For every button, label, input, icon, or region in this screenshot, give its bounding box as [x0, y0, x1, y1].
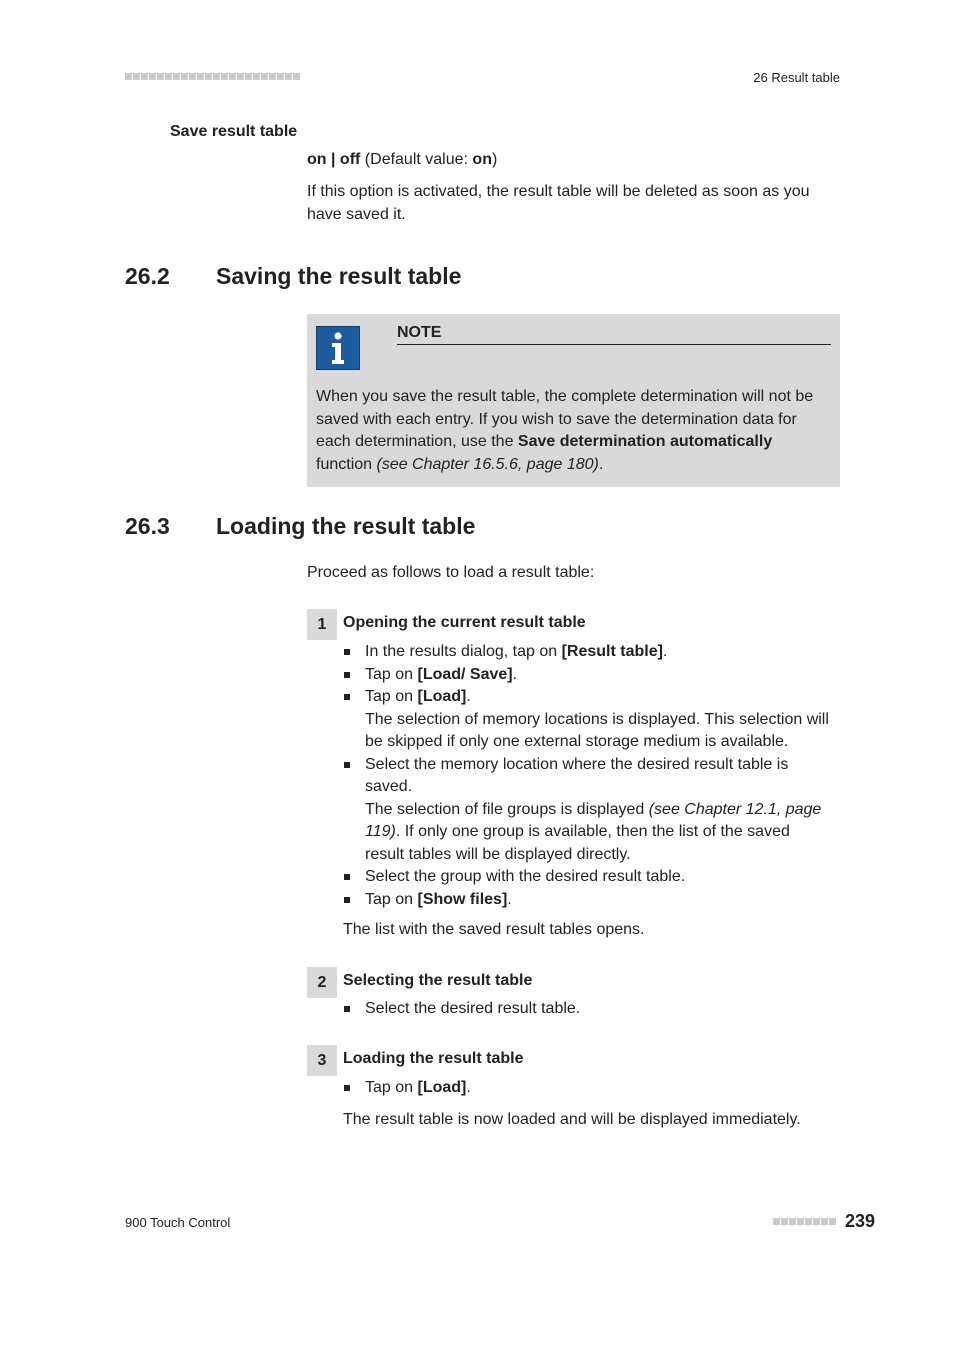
step-result: The result table is now loaded and will be displayed immediately. — [343, 1111, 801, 1128]
list-item — [343, 889, 843, 912]
list-item: Select the group with the desired result table. — [343, 866, 843, 889]
text-segment: The selection of file groups is displayed — [365, 800, 649, 818]
text-segment: In the results dialog, tap on — [365, 643, 562, 660]
note-line — [316, 431, 836, 454]
step-title: Loading the result table — [343, 1050, 524, 1067]
list-item — [343, 1077, 843, 1100]
ui-button-reference: [Load] — [417, 1079, 467, 1096]
list-subtext: The selection of memory locations is displayed. This selection will — [365, 710, 829, 728]
note-text — [316, 386, 836, 476]
step-bullets — [343, 1077, 843, 1100]
note-label: NOTE — [397, 324, 831, 345]
note-text-segment: function — [316, 455, 377, 473]
value-separator: | — [326, 151, 340, 168]
note-emphasis: Save determination automatically — [517, 433, 773, 450]
section-number: 26.2 — [125, 263, 170, 289]
note-box — [307, 314, 840, 487]
ui-button-reference: [Show files] — [417, 890, 508, 908]
ui-button-reference: [Load] — [417, 688, 467, 705]
text-segment: Tap on — [365, 665, 418, 683]
note-text-segment: each determination, use the — [316, 433, 518, 450]
step-number: 2 — [307, 967, 337, 998]
text-segment: . — [466, 688, 471, 705]
text-segment: . — [512, 665, 518, 683]
info-icon — [316, 326, 360, 370]
section-number: 26.3 — [125, 513, 170, 539]
note-line: When you save the result table, the complete determination will not be — [316, 388, 814, 405]
list-item — [343, 686, 843, 754]
param-title: Save result table — [170, 123, 298, 140]
value-on: on — [307, 151, 327, 168]
step-number: 3 — [307, 1045, 337, 1076]
note-line: saved with each entry. If you wish to save the determination data for — [316, 410, 797, 428]
section-heading-26-2 — [125, 263, 461, 290]
text-segment: . — [466, 1079, 471, 1096]
chapter-reference-link[interactable]: 119) — [365, 823, 396, 840]
chapter-reference-link[interactable]: (see Chapter 12.1, page — [648, 800, 822, 818]
note-line — [316, 454, 836, 477]
default-suffix: ) — [491, 151, 498, 168]
list-item — [343, 754, 843, 867]
ui-button-reference: [Load/ Save] — [417, 665, 513, 683]
section-title: Saving the result table — [216, 263, 462, 289]
page-number: 239 — [845, 1211, 876, 1231]
param-values — [307, 149, 497, 172]
text-segment: Tap on — [365, 890, 418, 908]
step-title: Opening the current result table — [343, 614, 586, 631]
list-text: Select the memory location where the desired result table is — [365, 755, 789, 773]
text-segment: . — [662, 643, 668, 660]
chapter-reference-link[interactable]: (see Chapter 16.5.6, page 180) — [376, 455, 599, 473]
step-bullets — [343, 641, 843, 911]
description-line: have saved it. — [307, 205, 406, 223]
text-segment: . If only one group is available, then the list of the saved — [395, 823, 790, 840]
list-item — [343, 641, 843, 664]
default-value: on — [472, 151, 492, 168]
section-heading-26-3 — [125, 513, 475, 540]
step-number: 1 — [307, 609, 337, 640]
step-title: Selecting the result table — [343, 972, 533, 989]
section-intro: Proceed as follows to load a result table: — [307, 564, 595, 581]
footer-product: 900 Touch Control — [125, 1215, 231, 1230]
section-title: Loading the result table — [216, 513, 476, 539]
step-result: The list with the saved result tables opens. — [343, 921, 645, 938]
ui-button-reference: [Result table] — [561, 643, 663, 660]
note-text-segment: . — [598, 455, 604, 473]
header-decoration — [125, 73, 300, 80]
value-off: off — [339, 151, 361, 168]
param-description — [307, 181, 847, 226]
text-segment: . — [507, 890, 512, 908]
list-text: saved. — [365, 778, 413, 795]
list-item: Select the desired result table. — [343, 998, 843, 1021]
text-segment: Tap on — [365, 688, 418, 705]
list-subtext: be skipped if only one external storage medium is available. — [365, 733, 789, 750]
header-chapter: 26 Result table — [753, 70, 840, 85]
list-subtext: result tables will be displayed directly. — [365, 845, 631, 863]
list-subtext — [365, 821, 843, 844]
description-line: If this option is activated, the result table will be deleted as soon as you — [307, 183, 810, 200]
text-segment: Tap on — [365, 1079, 418, 1096]
list-item — [343, 664, 843, 687]
list-subtext — [365, 799, 843, 822]
footer-decoration — [773, 1218, 836, 1225]
step-bullets — [343, 998, 843, 1021]
default-prefix: (Default value: — [360, 151, 473, 168]
